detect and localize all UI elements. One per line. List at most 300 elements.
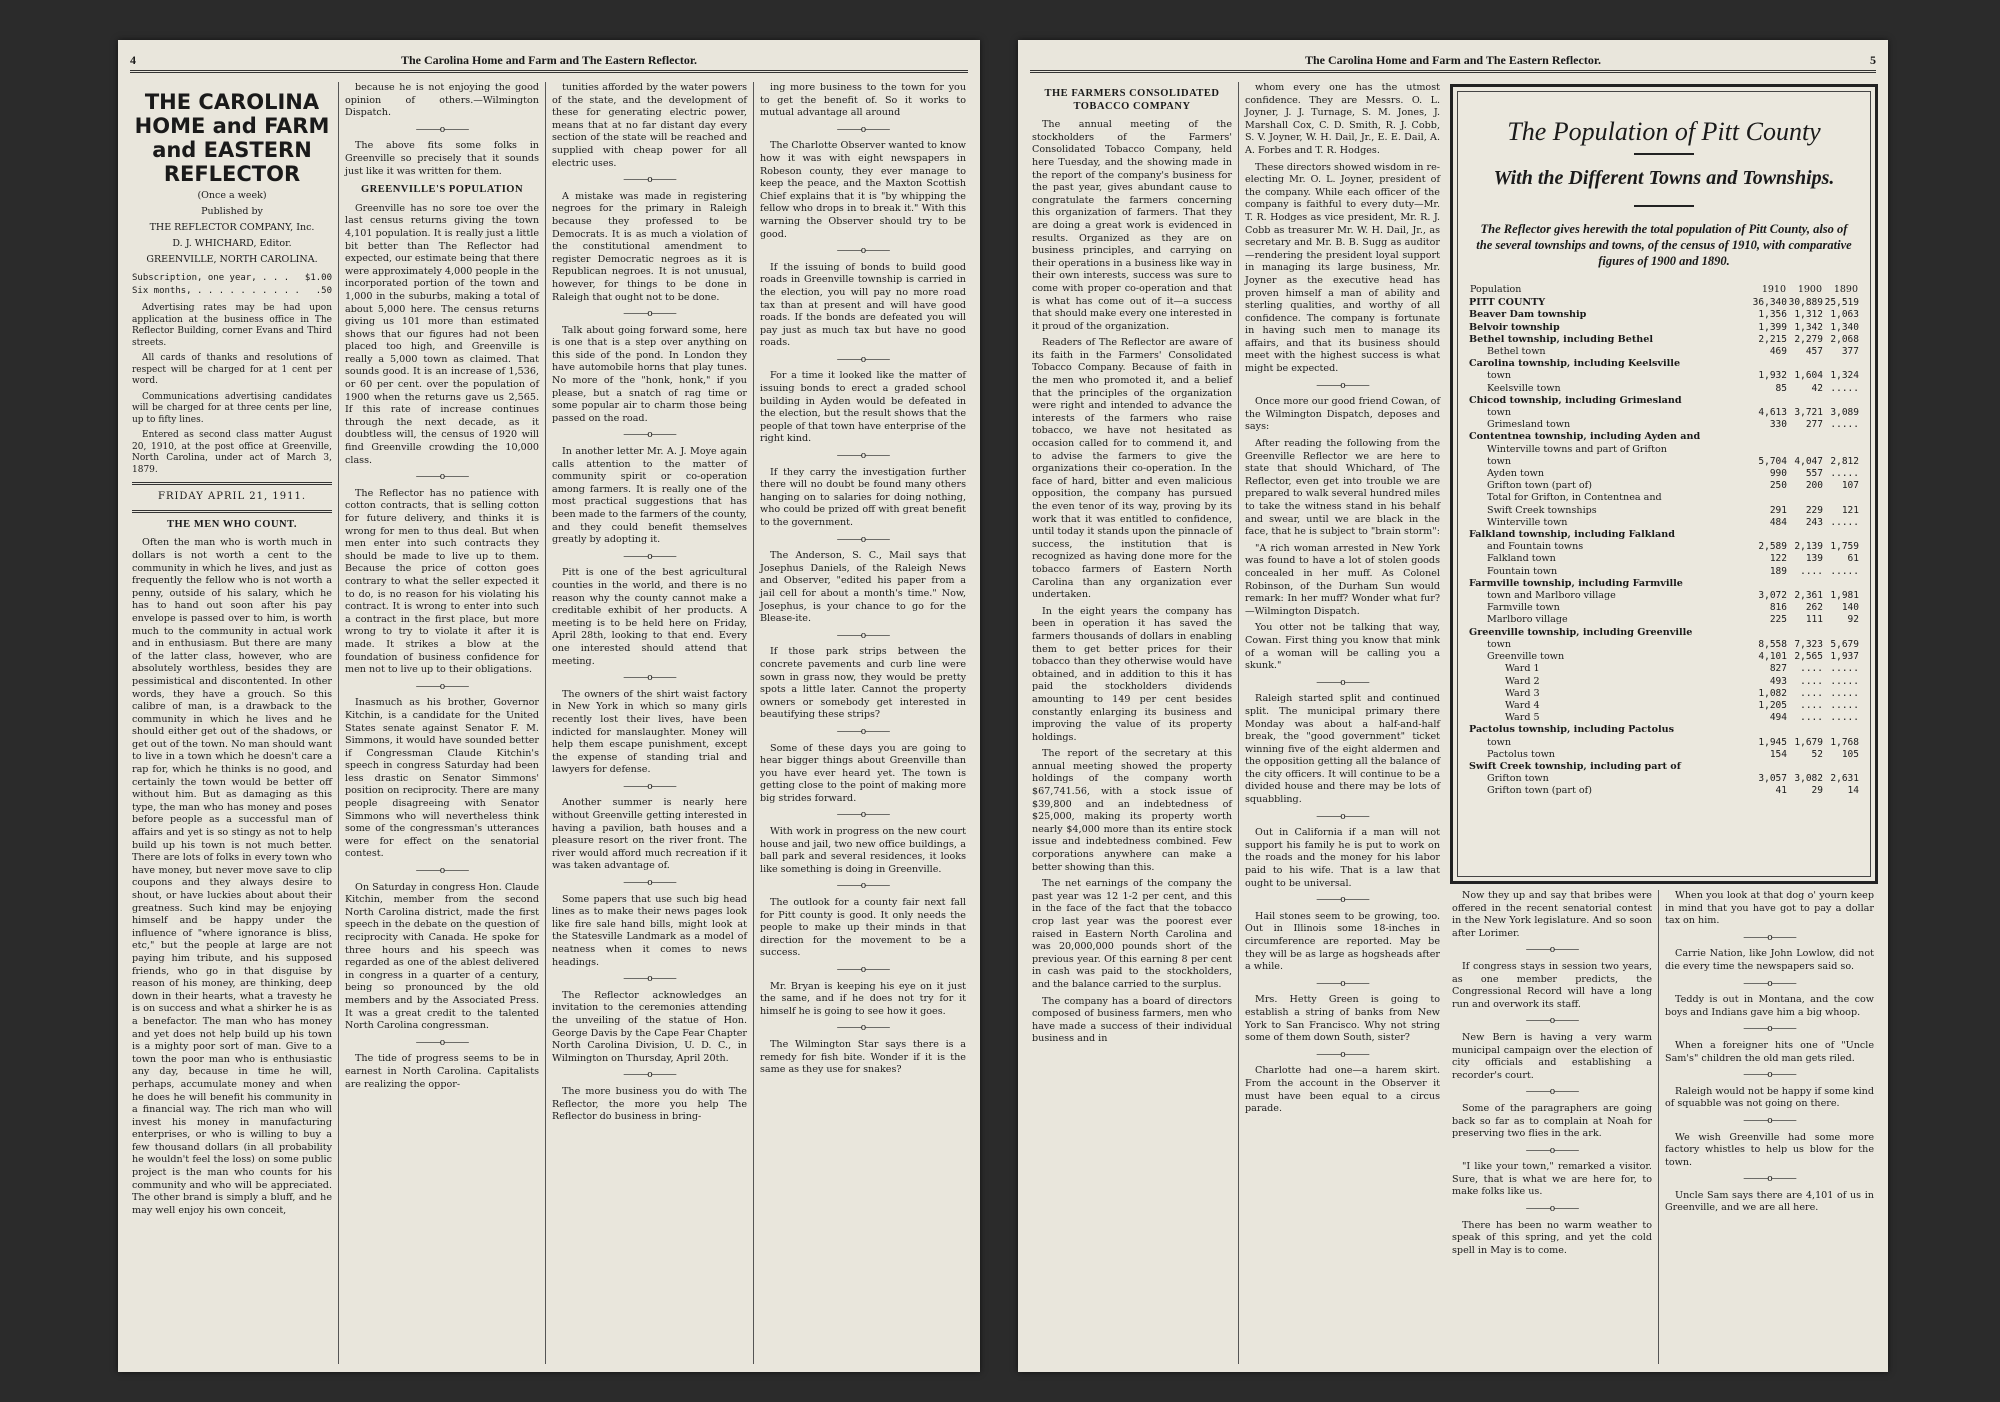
population-value: 189 — [1769, 565, 1787, 577]
population-value: 7,323 — [1794, 638, 1823, 650]
population-value: 139 — [1805, 553, 1823, 565]
article-text: New Bern is having a very warm municipal campaign over the election of city officials and establishing a recorder's court. — [1452, 1031, 1652, 1081]
population-row — [1469, 651, 1859, 663]
rate-year-label: Subscription, one year, . . . — [132, 273, 290, 283]
population-row — [1469, 688, 1859, 700]
separator: ———o——— — [1743, 1070, 1796, 1081]
population-value — [1751, 724, 1787, 736]
article-text: If they carry the investigation further there will no doubt be found many others hanging on to salaries for doing nothing, who could be prized off with great benefit to the government. — [760, 466, 966, 528]
article-text: The company has a board of directors composed of business farmers, men who have made a success of their individual business and in — [1032, 995, 1232, 1045]
article-text: When you look at that dog o' yourn keep in mind that you have got to pay a dollar tax on him. — [1665, 890, 1874, 927]
divider — [132, 510, 332, 513]
article-text: Some papers that use such big head lines as to make their news pages look like fire sale hand bills, might look at the Statesville Landmark as a model of neatness when it comes to news headings. — [552, 893, 747, 968]
population-value: 1,604 — [1794, 370, 1823, 382]
population-row-label: Chicod township, including Grimesland — [1469, 394, 1682, 406]
article-text: Mr. Bryan is keeping his eye on it just the same, and if he does not try for it himself he is going to see how it goes. — [760, 980, 966, 1017]
population-row-label: Farmville township, including Farmville — [1469, 577, 1683, 589]
population-value: .... — [1800, 712, 1823, 724]
population-row — [1469, 468, 1859, 480]
population-box-intro: The Reflector gives herewith the total population of Pitt County, also of the several townships and towns, of the census of 1910, with comparative figures of 1900 and 1890. — [1476, 222, 1852, 268]
population-row-label: Ward 4 — [1505, 699, 1540, 711]
article-text: The report of the secretary at this annual meeting showed the property holdings of the company worth $67,741.56, with a stock issue of $39,800 and an indebtedness of $25,000, making its property worth nearly $4,000 more than its entire stock issue and indebtedness combined. Few corporations anywhere can make a better showing than this. — [1032, 748, 1232, 873]
column-header: 1910 — [1761, 284, 1786, 295]
population-row-label: town — [1487, 638, 1512, 650]
population-value: 377 — [1841, 346, 1859, 358]
population-row-label: Winterville town — [1487, 516, 1568, 528]
masthead-company: THE REFLECTOR COMPANY, Inc. — [149, 222, 315, 233]
population-value: 1,082 — [1758, 687, 1787, 699]
right-column-1 — [1026, 82, 1238, 1364]
rate-six-label: Six months, . . . . . . . . . . — [132, 285, 300, 296]
population-value: 3,089 — [1830, 407, 1859, 419]
population-value: 2,565 — [1794, 651, 1823, 663]
separator: ———o——— — [836, 451, 890, 462]
separator: ———o——— — [836, 810, 890, 821]
divider — [1634, 205, 1694, 207]
population-row-label: Swift Creek townships — [1487, 504, 1597, 516]
population-row-label: Pactolus town — [1487, 748, 1555, 760]
population-row — [1469, 761, 1859, 773]
population-row-label: Ward 1 — [1505, 663, 1540, 675]
separator: ———o——— — [1525, 1204, 1579, 1215]
population-value: 262 — [1805, 602, 1823, 614]
article-text: whom every one has the utmost confidence. They are Messrs. O. L. Joyner, J. J. Turnage, S. M. Jones, J. Marshall Cox, C. D. Smith, R. J. Cobb, S. V. Joyner, W. H. Dail, Jr., E. E. Dail, A. A. Forbes and T. R. Hodges. — [1245, 82, 1440, 156]
population-row-label: town — [1487, 455, 1512, 467]
population-row-label: Ward 2 — [1505, 675, 1540, 687]
population-row — [1469, 322, 1859, 334]
population-value — [1751, 431, 1787, 443]
population-value: 990 — [1769, 468, 1787, 480]
population-value: 41 — [1775, 785, 1787, 797]
population-value: 1,937 — [1830, 651, 1859, 663]
population-value: ..... — [1830, 663, 1859, 675]
population-row — [1469, 676, 1859, 688]
population-value: 122 — [1769, 553, 1787, 565]
separator: ———o——— — [623, 781, 676, 792]
population-row-label: Pactolus township, including Pactolus — [1469, 724, 1675, 736]
population-value: 1,679 — [1794, 736, 1823, 748]
separator: ———o——— — [623, 974, 676, 985]
population-value: 1,932 — [1758, 370, 1787, 382]
article-text: Some of the paragraphers are going back so far as to complain at Noah for preserving two flies in the ark. — [1452, 1102, 1652, 1140]
article-text: Uncle Sam says there are 4,101 of us in Greenville, and we are all here. — [1665, 1189, 1874, 1214]
population-row — [1469, 712, 1859, 724]
population-value: 14 — [1847, 785, 1859, 797]
population-value: 1,945 — [1758, 736, 1787, 748]
article-text: Inasmuch as his brother, Governor Kitchin, is a candidate for the United States senate against Senator F. M. Simmons, it would have sounded better if Congressman Claude Kitchin's speech in congress Saturday had been less drastic on Senator Simmons' position on reciprocity. There are many people disagreeing with Senator Simmons who will nevertheless think some of the congressman's utterances were for effect on the senatorial contest. — [345, 697, 539, 860]
subscription-rates — [132, 272, 332, 297]
population-value: .... — [1800, 675, 1823, 687]
column-header: Population — [1470, 284, 1522, 295]
population-row-label: Belvoir township — [1469, 321, 1560, 333]
greenville-population-body: Greenville has no sore toe over the last census returns giving the town 4,101 population. It is really just a little bit better than The Reflector had expected, our estimate being that there were approximately 4,000 people in the incorporated portion of the town and 1,000 in the suburbs, making a total of about 5,000 here. The census returns giving us 101 more than estimated shows that our figures had not been placed too high, and Greenville is really a 5,000 town as claimed. That sounds good. It is an increase of 1,536, or 60 per cent. over the population of 1900 when the returns gave us 2,565. If this rate of increase continues through the next decade, as it doubtless will, the census of 1920 will find Greenville crowding the 10,000 class. — [345, 202, 539, 466]
population-value — [1751, 529, 1787, 541]
separator: ———o——— — [836, 630, 890, 641]
population-row — [1469, 614, 1859, 626]
separator: ———o——— — [1525, 1145, 1579, 1156]
right-newspaper-page — [1018, 40, 1888, 1372]
population-row-label: and Fountain towns — [1487, 541, 1584, 553]
population-row-label: Ward 5 — [1505, 712, 1540, 724]
population-value: 469 — [1769, 346, 1787, 358]
population-row — [1469, 492, 1859, 504]
page-number-left: 4 — [130, 53, 136, 67]
article-text: Some of these days you are going to hear bigger things about Greenville than you have ever heard yet. The town is getting close to the point of making more big strides forward. — [760, 742, 966, 804]
population-value: 1,759 — [1830, 541, 1859, 553]
population-value: 2,279 — [1794, 333, 1823, 345]
separator: ———o——— — [415, 681, 469, 692]
rate-six: .50 — [315, 285, 332, 296]
population-row — [1469, 749, 1859, 761]
article-text: Teddy is out in Montana, and the cow boys and Indians gave him a big whoop. — [1665, 994, 1874, 1018]
separator: ———o——— — [1316, 1049, 1369, 1060]
right-column-4-lower — [1658, 890, 1880, 1364]
population-value: ..... — [1830, 419, 1859, 431]
population-value — [1787, 761, 1823, 773]
population-value: 1,981 — [1830, 590, 1859, 602]
population-value: 25,519 — [1824, 297, 1859, 309]
population-row-label: Falkland township, including Falkland — [1469, 529, 1675, 541]
running-head-left — [130, 50, 968, 73]
population-row — [1469, 724, 1859, 736]
population-value: 3,072 — [1758, 590, 1787, 602]
population-value — [1751, 395, 1787, 407]
population-row — [1469, 395, 1859, 407]
separator: ———o——— — [836, 726, 890, 737]
population-value: 2,068 — [1830, 333, 1859, 345]
separator: ———o——— — [1316, 895, 1369, 906]
article-text: Charlotte had one—a harem skirt. From the account in the Observer it must have been equal to a circus parade. — [1245, 1065, 1440, 1115]
population-row — [1469, 297, 1859, 309]
population-value — [1787, 627, 1823, 639]
table-header-row — [1469, 283, 1859, 297]
population-row-label: Fountain town — [1487, 565, 1558, 577]
masthead-place: GREENVILLE, NORTH CAROLINA. — [146, 254, 318, 265]
separator: ———o——— — [623, 1070, 676, 1081]
article-text: For a time it looked like the matter of issuing bonds to erect a graded school building in Ayden would be defeated in the election, but the result shows that the people of that town have enterprise of the right kind. — [760, 370, 966, 445]
article-text: These directors showed wisdom in re-electing Mr. O. L. Joyner, president of the company. While each officer of the company is faithful to every duty—Mr. T. R. Hodges as vice president, Mr. R. J. Cobb as treasurer Mr. W. H. Dail, Jr., as secretary and Mr. B. B. Sugg as auditor—rendering the president loyal support in managing its large business, Mr. Joyner as the executive head has proven himself a man of ability and sterling qualities, and worthy of all confidence. The company is fortunate in having such men to manage its affairs, and that its business should meet with the highest success is what might be expected. — [1245, 161, 1440, 375]
population-value: 36,340 — [1752, 297, 1787, 309]
population-value — [1823, 627, 1859, 639]
rate-year: $1.00 — [304, 273, 332, 283]
population-value: .... — [1800, 687, 1823, 699]
population-value: ..... — [1830, 675, 1859, 687]
population-value: 154 — [1769, 748, 1787, 760]
separator: ———o——— — [836, 534, 890, 545]
article-text: We wish Greenville had some more factory whistles to help us blow for the town. — [1665, 1131, 1874, 1168]
population-row — [1469, 383, 1859, 395]
separator: ———o——— — [415, 1037, 469, 1048]
population-value — [1751, 761, 1787, 773]
population-value: 1,312 — [1794, 309, 1823, 321]
population-row — [1469, 541, 1859, 553]
article-text: The Reflector has no patience with cotton contracts, that is selling cotton for future delivery, and thinks it is wrong for men to thus deal. But when men enter into such contracts they should be made to live up to them. Because the price of cotton goes contrary to what the seller expected it to do, is no reason for his violating his contract. It is wrong to enter into such a contract in the first place, but more wrong to try to violate it after it is made. It strikes a blow at the foundation of business confidence for men not to live up to their obligations. — [345, 487, 539, 676]
population-row-label: Total for Grifton, in Contentnea and — [1487, 492, 1662, 504]
article-text: Raleigh would not be happy if some kind of squabble was not going on there. — [1665, 1085, 1874, 1110]
separator: ———o——— — [1316, 380, 1369, 391]
population-value — [1751, 578, 1787, 590]
article-text: tunities afforded by the water powers of the state, and the development of these for generating electric power, means that at no far distant day every section of the state will be reached and supplied with cheap power for all electric uses. — [552, 82, 747, 169]
article-text: If those park strips between the concrete pavements and curb line were sown in grass now, they would be pretty spots a little later. Cannot the property owners or somebody get interested in beautifying these strips? — [760, 646, 966, 721]
population-row — [1469, 407, 1859, 419]
article-text: The outlook for a county fair next fall for Pitt county is good. It only needs the people to make up their minds in that direction for the movement to be a success. — [760, 897, 966, 959]
population-value — [1823, 578, 1859, 590]
separator: ———o——— — [415, 472, 469, 483]
article-text: In the eight years the company has been in operation it has saved the farmers thousands of dollars in enabling them to get better prices for their tobacco than they otherwise would have obtained, and in addition to this it has paid the stockholders dividends amounting to 149 per cent besides constantly enlarging its business and improving the value of its property holdings. — [1032, 605, 1232, 743]
population-value — [1823, 358, 1859, 370]
population-row — [1469, 566, 1859, 578]
population-row-label: Bethel town — [1487, 346, 1546, 358]
issue-date: FRIDAY APRIL 21, 1911. — [158, 491, 306, 503]
population-value: 85 — [1775, 382, 1787, 394]
running-head-text: The Carolina Home and Farm and The Eastern Reflector. — [400, 53, 698, 67]
separator: ———o——— — [623, 878, 676, 889]
population-value: 1,356 — [1758, 309, 1787, 321]
article-text: "A rich woman arrested in New York was found to have a lot of stolen goods concealed in her muff. As Colonel Robinson, of the Durham Sun would remark: In her muff? Wonder what fur?—Wilmington Dispatch. — [1245, 542, 1440, 617]
population-value — [1787, 578, 1823, 590]
population-value — [1787, 431, 1823, 443]
population-row — [1469, 578, 1859, 590]
population-value: 4,101 — [1758, 651, 1787, 663]
separator: ———o——— — [623, 673, 676, 684]
population-row — [1469, 663, 1859, 675]
population-value: 52 — [1811, 748, 1823, 760]
population-value: 243 — [1805, 516, 1823, 528]
population-value: 250 — [1769, 480, 1787, 492]
population-value: 1,324 — [1830, 370, 1859, 382]
population-row-label: Contentnea township, including Ayden and — [1469, 431, 1701, 443]
article-text: The more business you do with The Reflector, the more you help The Reflector do business in bring- — [552, 1085, 747, 1123]
article-text: Hail stones seem to be growing, too. Out in Illinois some 18-inches in circumference are reported. May be they will be as large as hogsheads after a while. — [1245, 910, 1440, 973]
separator: ———o——— — [623, 309, 676, 320]
article-text: because he is not enjoying the good opinion of others.—Wilmington Dispatch. — [345, 82, 539, 119]
population-value: 42 — [1811, 382, 1823, 394]
population-value: 2,361 — [1794, 590, 1823, 602]
population-row-label: Ward 3 — [1505, 687, 1540, 699]
column-header: 1890 — [1833, 284, 1858, 295]
population-row — [1469, 785, 1859, 797]
article-text: When a foreigner hits one of "Uncle Sam's" children the old man gets riled. — [1665, 1039, 1874, 1064]
men-who-count-body: Often the man who is worth much in dollars is not worth a cent to the community in which he lives, and just as frequently the fellow who is not worth a penny, outside of his salary, which he has to hand out soon after his pay envelope is passed over to him, is worth much to the community in actual work and in enthusiasm. But there are many of the latter class, however, who are absolutely worthless, besides they are pessimistical and discontented. In other words, they have a grouch. So this calibre of man, is a drawback to the community in which he lives and he should either get out of the shadows, or get out of the town. No man should want to live in a town which he doesn't care a rap for, which he thinks is no good, and certainly the town would be better off without him. But as damaging as this type, the man who has money and poses before people as a successful man of affairs and yet is so stingy as not to help build up his town is not much better. There are lots of folks in every town who have money, but never move save to clip coupons and they always desire to shout, or have luckies about about their greatness. Such kind may be enjoying himself and be happy under the influence of "where ignorance is bliss, etc," but the people at large are not paying him tribute, and his supposed friends, who go in that disguise by reason of his money, are thinking, deep down in their hearts, what a travesty he is on success and what a shirker he is as a benefactor. The man who has money and yet does not help build up his town is a mighty poor sort of man. Give to a town the poor man who is enthusiastic any day, because in time he will, perhaps, accumulate money and when he does he will benefit his community in a financial way. The rich man who will invest his money in manufacturing enterprises, or who is willing to buy a few thousand dollars (in all probability he wouldn't feel the loss) on some public project is the man who counts for his community and who will be appreciated. The other brand is simply a bluff, and he may well enjoy his own conceit, — [132, 537, 332, 1216]
masthead-editor: D. J. WHICHARD, Editor. — [172, 238, 292, 249]
article-text: The net earnings of the company the past year was 12 1-2 per cent, and this in the face of the fact that the tobacco crop last year was the poorest ever raised in Eastern North Carolina and was 20,000,000 pounds short of the previous year. Of this earning 8 per cent in cash was paid to the stockholders, and the balance carried to the surplus. — [1032, 878, 1232, 990]
article-text: On Saturday in congress Hon. Claude Kitchin, member from the second North Carolina district, made the first speech in the debate on the question of reciprocity with Canada. He spoke for three hours and his speech was regarded as one of the ablest delivered in congress in a quarter of a century, being so pronounced by the old members and by the Associated Press. It was a great credit to the talented North Carolina congressman. — [345, 881, 539, 1032]
population-value: 61 — [1847, 553, 1859, 565]
separator: ———o——— — [1743, 1115, 1796, 1126]
separator: ———o——— — [1525, 1087, 1579, 1098]
divider — [1634, 153, 1694, 155]
article-text: The owners of the shirt waist factory in New York in which so many girls recently lost their lives, have been indicted for manslaughter. Money will help them escape punishment, except the expense of standing trial and lawyers for defense. — [552, 688, 747, 776]
population-row — [1469, 358, 1859, 370]
population-row — [1469, 370, 1859, 382]
population-value: 493 — [1769, 675, 1787, 687]
right-column-2 — [1238, 82, 1446, 1364]
left-column-3 — [545, 82, 753, 1364]
population-value: 225 — [1769, 614, 1787, 626]
population-value — [1787, 529, 1823, 541]
population-row-label: Swift Creek township, including part of — [1469, 760, 1681, 772]
population-value: ..... — [1830, 468, 1859, 480]
population-row-label: Marlboro village — [1487, 614, 1568, 626]
population-value: 200 — [1805, 480, 1823, 492]
population-value: ..... — [1830, 687, 1859, 699]
article-text: ing more business to the town for you to get the benefit of. So it works to mutual advantage all around — [760, 82, 966, 119]
population-value: 330 — [1769, 419, 1787, 431]
left-column-2 — [338, 82, 545, 1364]
population-row — [1469, 590, 1859, 602]
page-number-right: 5 — [1870, 53, 1876, 67]
population-value: 557 — [1805, 468, 1823, 480]
population-value: 4,613 — [1758, 407, 1787, 419]
article-text: The Wilmington Star says there is a remedy for fish bite. Wonder if it is the same as they use for snakes? — [760, 1038, 966, 1076]
article-text: Carrie Nation, like John Lowlow, did not die every time the newspapers said so. — [1665, 948, 1874, 972]
article-text: Now they up and say that bribes were offered in the recent senatorial contest in the New York legislature. And so soon after Lorimer. — [1452, 890, 1652, 939]
separator: ———o——— — [623, 551, 676, 562]
separator: ———o——— — [623, 175, 676, 186]
population-box-subtitle: With the Different Towns and Townships. — [1493, 167, 1835, 189]
ad-rates-note: Advertising rates may be had upon application at the business office in The Reflector Building, corner Evans and Third streets. — [132, 303, 332, 348]
population-row-label: Beaver Dam township — [1469, 309, 1587, 321]
population-value — [1787, 358, 1823, 370]
population-row-label: Greenville town — [1487, 651, 1565, 663]
population-value: 291 — [1769, 504, 1787, 516]
masthead-frequency: (Once a week) — [197, 190, 267, 201]
population-of-pitt-county-box — [1450, 84, 1878, 884]
population-value: 2,215 — [1758, 333, 1787, 345]
population-value — [1823, 492, 1859, 504]
population-value: 457 — [1805, 346, 1823, 358]
population-row — [1469, 517, 1859, 529]
left-column-1 — [126, 82, 338, 1364]
population-value: 816 — [1769, 602, 1787, 614]
article-text: If congress stays in session two years, as one member predicts, the Congressional Record will have a long run and overwork its staff. — [1452, 960, 1652, 1010]
population-row — [1469, 419, 1859, 431]
separator: ———o——— — [836, 1023, 890, 1034]
greenville-population-heading: GREENVILLE'S POPULATION — [360, 184, 524, 196]
thanks-note: All cards of thanks and resolutions of respect will be charged for at 1 cent per word. — [132, 353, 332, 387]
men-who-count-heading: THE MEN WHO COUNT. — [167, 518, 297, 530]
article-text: Out in California if a man will not support his family he is put to work on the roads and the money for his labor paid to his wife. That is a law that ought to be universal. — [1245, 827, 1440, 889]
separator: ———o——— — [1743, 1174, 1796, 1185]
article-text: The tide of progress seems to be in earnest in North Carolina. Capitalists are realizing the oppor- — [345, 1053, 539, 1090]
separator: ———o——— — [836, 965, 890, 975]
population-value — [1751, 627, 1787, 639]
column-header: 1900 — [1797, 284, 1822, 295]
population-row-label: town and Marlboro village — [1487, 590, 1616, 602]
population-row-label: Ayden town — [1487, 468, 1545, 480]
population-row — [1469, 480, 1859, 492]
population-row — [1469, 602, 1859, 614]
population-row — [1469, 444, 1859, 456]
population-value: 277 — [1805, 419, 1823, 431]
population-value: 5,704 — [1758, 455, 1787, 467]
separator: ———o——— — [836, 354, 890, 365]
population-row — [1469, 553, 1859, 565]
population-value: 3,057 — [1758, 773, 1787, 785]
article-text: The Reflector acknowledges an invitation to the ceremonies attending the unveiling of the statue of Hon. George Davis by the Cape Fear Chapter North Carolina Division, U. D. C., in Wilmington on Thursday, April 20th. — [552, 989, 747, 1064]
population-value — [1823, 395, 1859, 407]
population-value — [1787, 724, 1823, 736]
population-value — [1823, 761, 1859, 773]
population-value: 1,063 — [1830, 309, 1859, 321]
population-value: 92 — [1847, 614, 1859, 626]
population-value — [1823, 724, 1859, 736]
population-row — [1469, 309, 1859, 321]
population-box-title: The Population of Pitt County — [1507, 117, 1821, 146]
population-row-label: Grifton town (part of) — [1487, 785, 1592, 797]
population-row — [1469, 639, 1859, 651]
entered-note: Entered as second class matter August 20, 1910, at the post office at Greenville, North Carolina, under act of March 3, 1879. — [132, 430, 332, 475]
population-row — [1469, 627, 1859, 639]
population-value — [1751, 492, 1787, 504]
population-value: 5,679 — [1830, 638, 1859, 650]
divider — [132, 482, 332, 485]
population-value: 30,889 — [1788, 297, 1823, 309]
article-text: In another letter Mr. A. J. Moye again calls attention to the matter of community spirit or co-operation among farmers. It is really one of the most practical suggestions that has been made to the farmers of the county, and they could benefit themselves greatly by adopting it. — [552, 446, 747, 546]
article-text: Pitt is one of the best agricultural counties in the world, and there is no reason why the county cannot make a creditable exhibit of her products. A meeting is to be held here on Friday, April 28th, looking to that end. Every one interested should attend that meeting. — [552, 567, 747, 667]
population-row — [1469, 505, 1859, 517]
population-value: 1,342 — [1794, 321, 1823, 333]
population-row-label: Farmville town — [1487, 602, 1560, 614]
article-text: Once more our good friend Cowan, of the Wilmington Dispatch, deposes and says: — [1245, 396, 1440, 433]
article-text: Another summer is nearly here without Greenville getting interested in having a pavilion, bath houses and a pleasure resort on the river front. The river would afford much recreation if it was taken advantage of. — [552, 797, 747, 872]
population-row — [1469, 737, 1859, 749]
population-value: 1,768 — [1830, 736, 1859, 748]
population-value: 484 — [1769, 516, 1787, 528]
article-text: The above fits some folks in Greenville so precisely that it sounds just like it was written for them. — [345, 140, 539, 177]
separator: ———o——— — [415, 866, 469, 877]
population-value: 827 — [1769, 663, 1787, 675]
population-value: 111 — [1805, 614, 1823, 626]
population-row — [1469, 773, 1859, 785]
article-text: There has been no warm weather to speak of this spring, and yet the cold spell in May is to come. — [1452, 1219, 1652, 1256]
population-row-label: town — [1487, 407, 1512, 419]
population-value — [1787, 492, 1823, 504]
population-value: 29 — [1811, 785, 1823, 797]
population-row-label: Grimesland town — [1487, 419, 1571, 431]
population-value: ..... — [1830, 382, 1859, 394]
population-value: 121 — [1841, 504, 1859, 516]
population-value: 1,399 — [1758, 321, 1787, 333]
population-value: 105 — [1841, 748, 1859, 760]
article-text: You otter not be talking that way, Cowan. First thing you know that mink of a woman will be calling you a skunk." — [1245, 622, 1440, 672]
separator: ———o——— — [415, 124, 469, 135]
population-row — [1469, 334, 1859, 346]
article-text: With work in progress on the new court house and jail, two new office buildings, a ball park and several residences, it looks like something is doing in Greenville. — [760, 826, 966, 875]
population-value: 107 — [1841, 480, 1859, 492]
population-row-label: Falkland town — [1487, 553, 1556, 565]
population-value: ..... — [1830, 516, 1859, 528]
population-value: 3,721 — [1794, 407, 1823, 419]
population-row-label: Grifton town (part of) — [1487, 480, 1592, 492]
article-text: Readers of The Reflector are aware of its faith in the Farmers' Consolidated Tobacco Company. Because of faith in the men who promoted it, and a belief that the principles of the organization were right and intended to advance the interests of the farmers who raise tobacco, we have not hesitated as occasion called for to commend it, and to advise the farmers to give the organizations their co-operation. In the face of hard, bitter and even malicious opposition, the company has pursued the even tenor of its way, proving by its work that it was entitled to confidence, until today it stands upon the pinnacle of success, the institution that is recognized as having done more for the tobacco farmers of Eastern North Carolina than any organization ever undertaken. — [1032, 337, 1232, 601]
population-value: ..... — [1830, 712, 1859, 724]
population-row-label: town — [1487, 736, 1512, 748]
population-value — [1751, 444, 1787, 456]
population-value: ..... — [1830, 565, 1859, 577]
population-table — [1469, 283, 1859, 798]
separator: ———o——— — [836, 881, 890, 892]
population-row-label: Greenville township, including Greenville — [1469, 626, 1693, 638]
population-value — [1787, 395, 1823, 407]
population-value: 229 — [1805, 504, 1823, 516]
population-row-label: Grifton town — [1487, 773, 1549, 785]
article-text: Talk about going forward some, here is one that is a step over anything on this side of the pond. In London they have automobile horns that play tunes. No more of the "honk, honk," if you please, but a snatch of rag time or some popular air to charm those being passed on the road. — [552, 324, 747, 424]
population-value: 3,082 — [1794, 773, 1823, 785]
article-text: Mrs. Hetty Green is going to establish a string of banks from New York to San Francisco. Why not string some of them down South, sister? — [1245, 994, 1440, 1044]
population-value: 2,812 — [1830, 455, 1859, 467]
population-row-label: Winterville towns and part of Grifton — [1487, 443, 1667, 455]
